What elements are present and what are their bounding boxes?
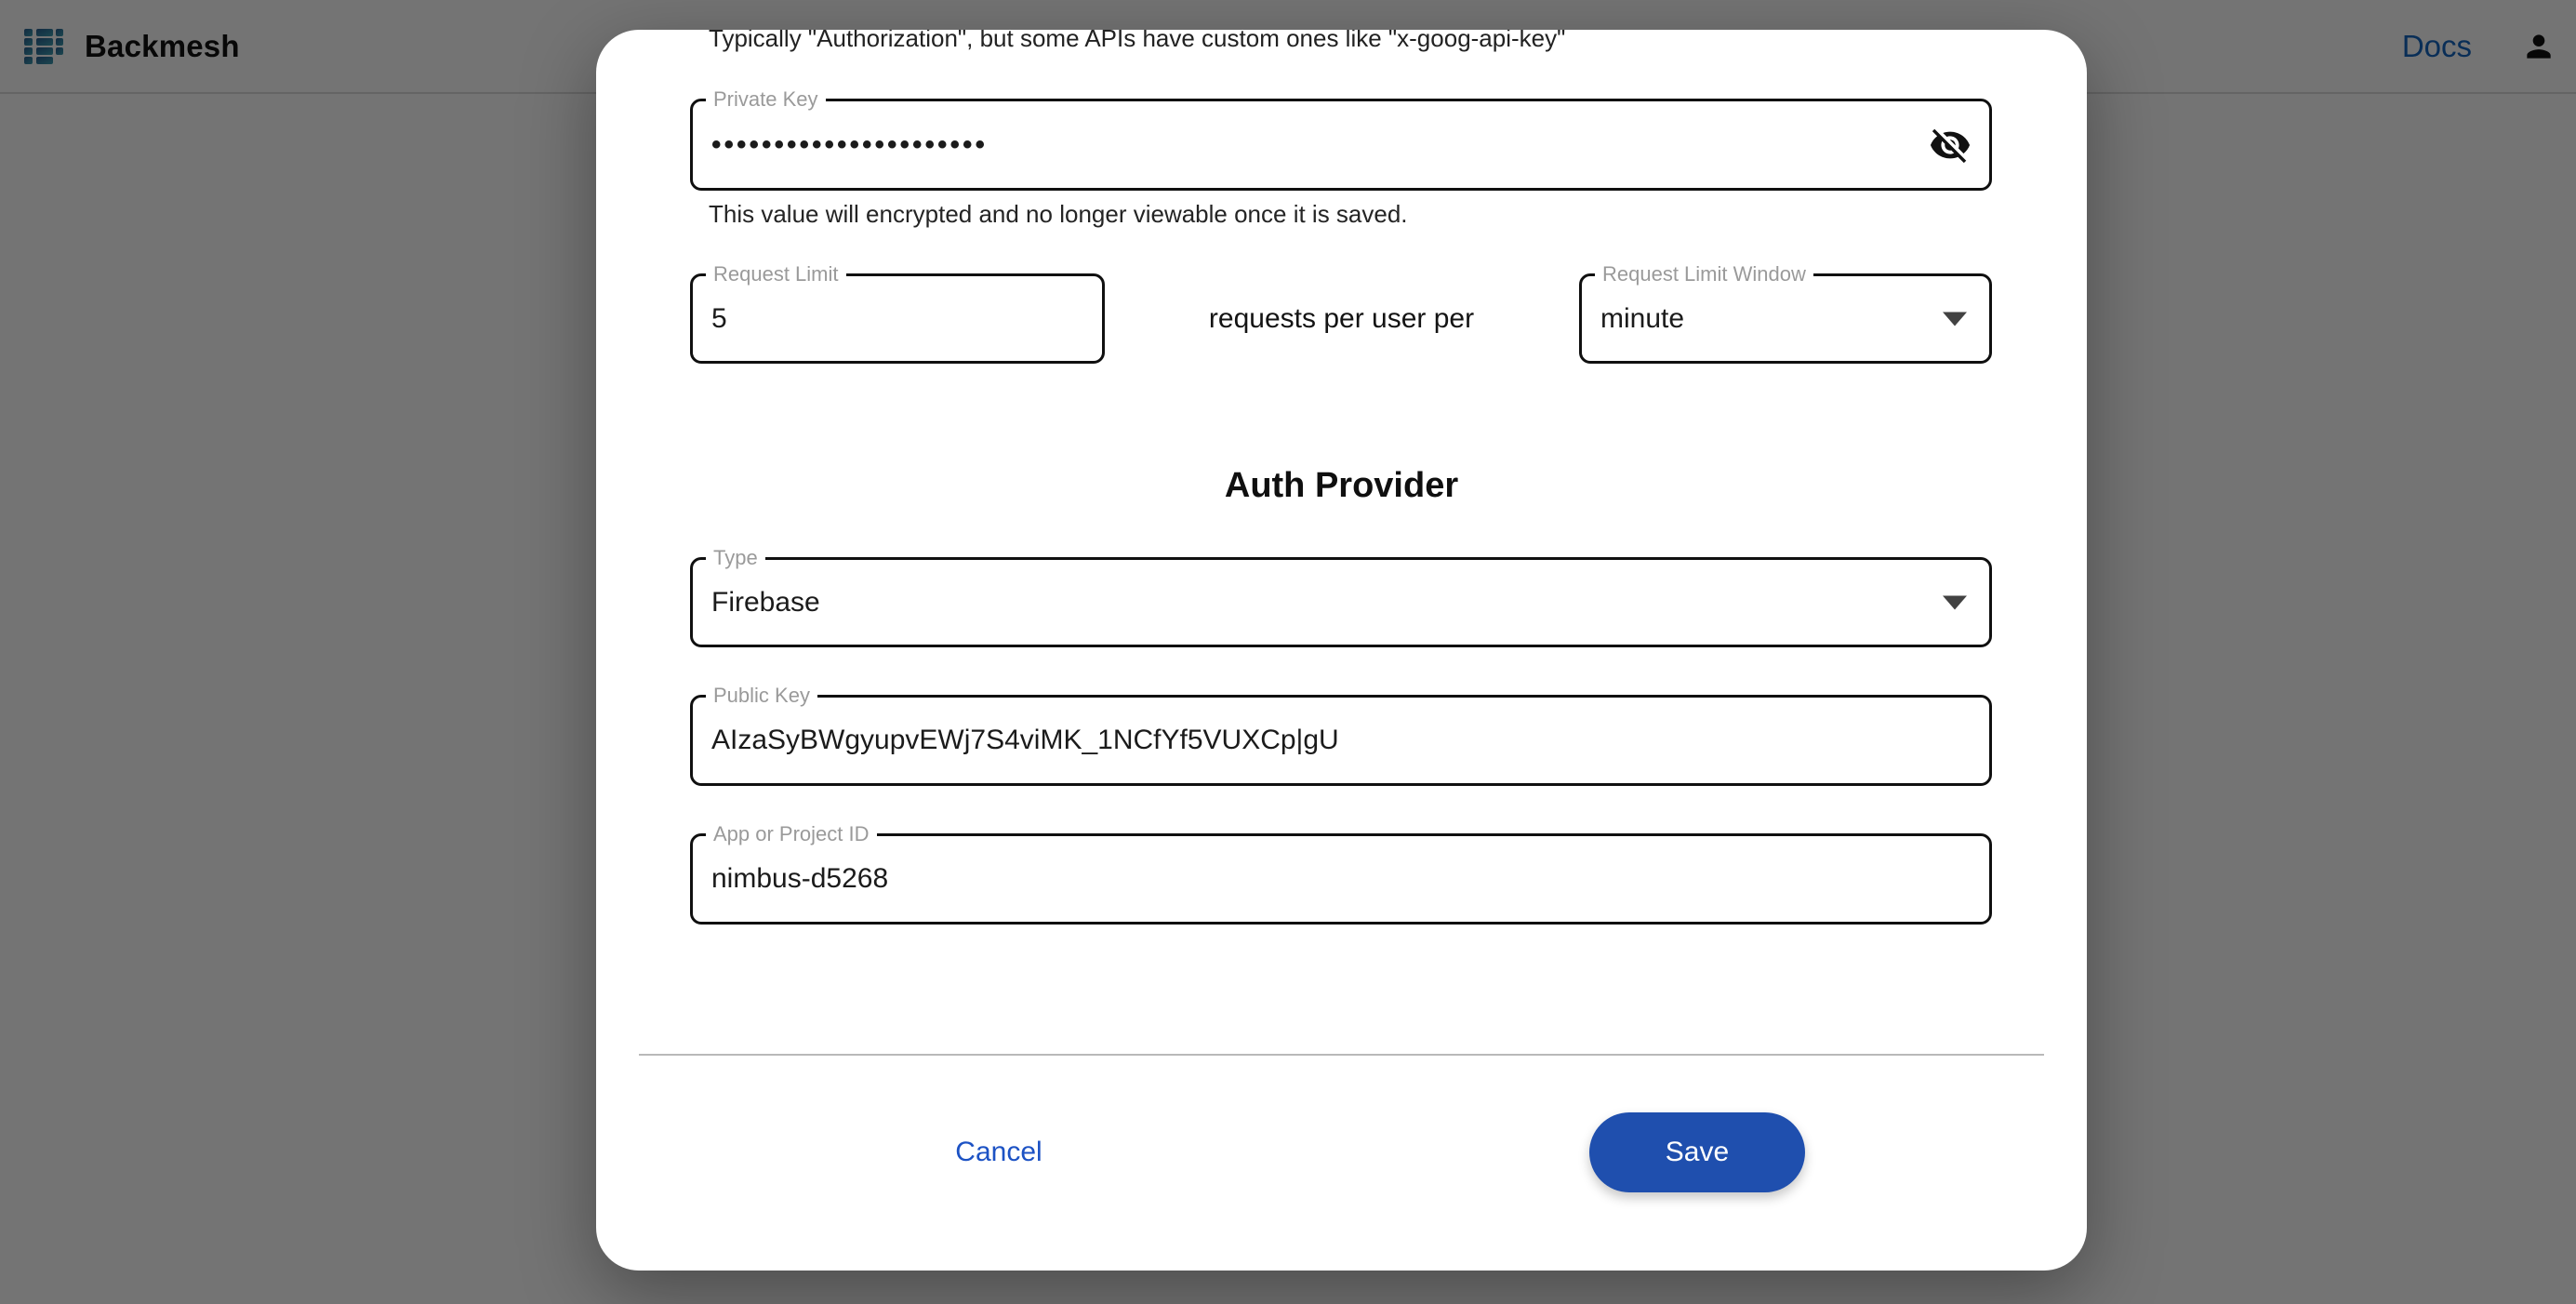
auth-type-select[interactable] <box>690 546 1992 647</box>
private-key-helper-text: This value will encrypted and no longer viewable once it is saved. <box>709 200 1408 228</box>
public-key-label: Public Key <box>706 683 817 709</box>
chevron-down-icon <box>1943 595 1967 609</box>
request-limit-field[interactable] <box>690 262 1105 364</box>
cancel-button[interactable]: Cancel <box>931 1124 1066 1181</box>
request-limit-window-label: Request Limit Window <box>1595 261 1813 287</box>
actions-divider <box>639 1054 2044 1056</box>
api-key-dialog <box>596 30 2087 1271</box>
chevron-down-icon <box>1943 312 1967 326</box>
save-button[interactable]: Save <box>1589 1112 1805 1192</box>
project-id-value[interactable]: nimbus-d5268 <box>711 863 889 894</box>
visibility-off-icon <box>1929 124 1972 166</box>
private-key-label: Private Key <box>706 86 826 113</box>
private-key-value[interactable]: •••••••••••••••••••••• <box>711 128 989 160</box>
auth-provider-heading: Auth Provider <box>1224 466 1459 505</box>
dialog-actions <box>596 1112 2087 1192</box>
auth-type-label: Type <box>706 545 765 571</box>
request-limit-label: Request Limit <box>706 261 846 287</box>
request-limit-window-select[interactable] <box>1579 262 1992 364</box>
public-key-field[interactable] <box>690 684 1992 786</box>
request-limit-window-value[interactable]: minute <box>1600 302 1685 334</box>
header-name-helper-text: Typically "Authorization", but some APIs have custom ones like "x-goog-api-key" <box>709 30 1566 52</box>
project-id-label: App or Project ID <box>706 821 877 847</box>
request-limit-value[interactable]: 5 <box>711 302 727 334</box>
toggle-visibility-button[interactable] <box>1928 123 1972 167</box>
rate-limit-caption: requests per user per <box>1208 302 1475 334</box>
project-id-field[interactable] <box>690 822 1992 925</box>
private-key-field[interactable] <box>690 87 1992 191</box>
public-key-value[interactable]: AIzaSyBWgyupvEWj7S4viMK_1NCfYf5VUXCp|gU <box>711 725 1339 755</box>
auth-type-value[interactable]: Firebase <box>711 586 820 618</box>
